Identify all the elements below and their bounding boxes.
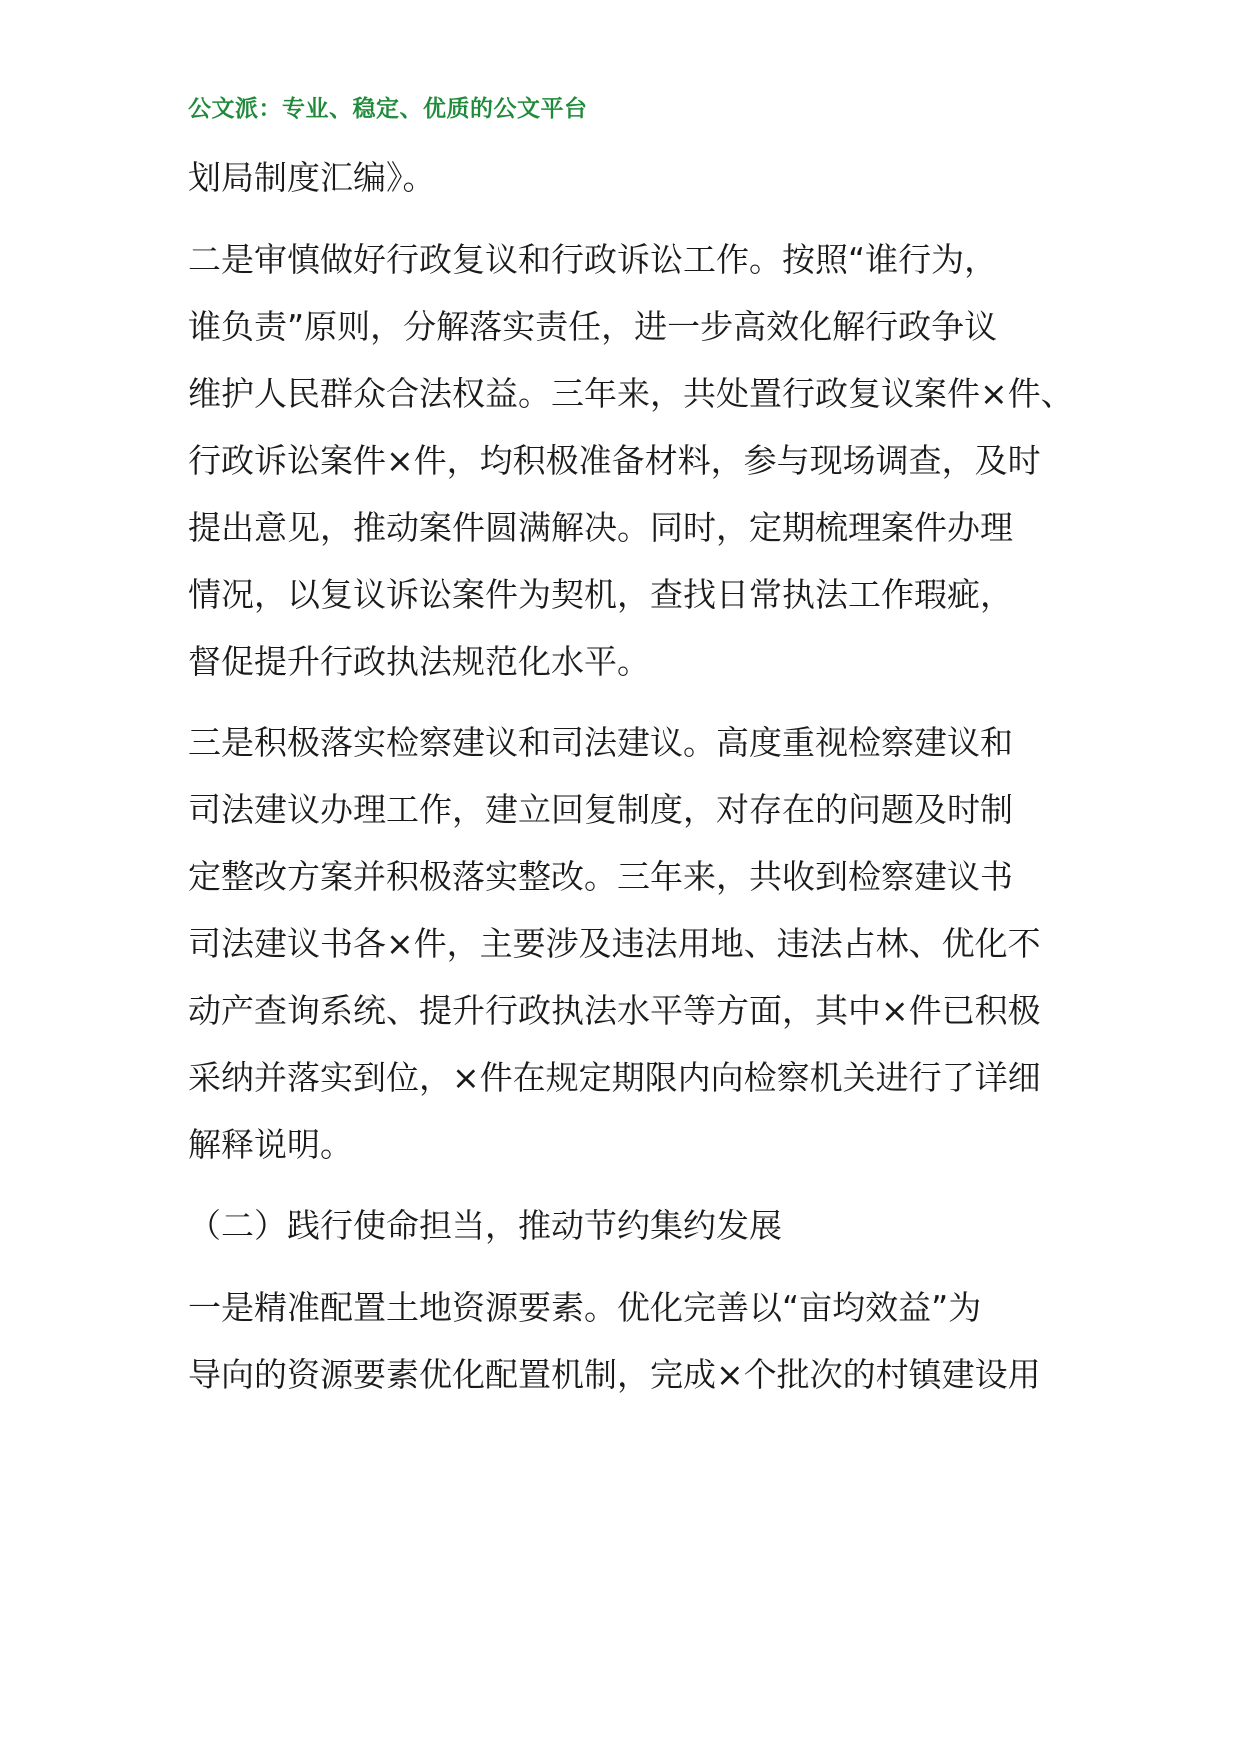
text-line: 司法建议办理工作，建立回复制度，对存在的问题及时制 bbox=[188, 790, 1013, 829]
text-line: 行政诉讼案件×件，均积极准备材料，参与现场调查，及时 bbox=[188, 441, 1041, 480]
text-line: 导向的资源要素优化配置机制，完成×个批次的村镇建设用 bbox=[188, 1355, 1041, 1394]
text-line: 谁负责”原则，分解落实责任，进一步高效化解行政争议 bbox=[188, 307, 998, 346]
text-line: 三是积极落实检察建议和司法建议。高度重视检察建议和 bbox=[188, 723, 1013, 762]
text-line: 督促提升行政执法规范化水平。 bbox=[188, 642, 650, 681]
text-line: 划局制度汇编》。 bbox=[188, 158, 436, 197]
text-line: 采纳并落实到位，×件在规定期限内向检察机关进行了详细 bbox=[188, 1058, 1041, 1097]
text-line: 司法建议书各×件，主要涉及违法用地、违法占林、优化不 bbox=[188, 924, 1041, 963]
text-line: 情况，以复议诉讼案件为契机，查找日常执法工作瑕疵， bbox=[188, 575, 1013, 614]
page-header: 公文派：专业、稳定、优质的公文平台 bbox=[188, 96, 588, 122]
text-line: 二是审慎做好行政复议和行政诉讼工作。按照“谁行为， bbox=[188, 240, 998, 279]
text-line: 提出意见，推动案件圆满解决。同时，定期梳理案件办理 bbox=[188, 508, 1013, 547]
section-heading: （二）践行使命担当，推动节约集约发展 bbox=[188, 1206, 782, 1245]
text-line: 解释说明。 bbox=[188, 1125, 353, 1164]
text-line: 维护人民群众合法权益。三年来，共处置行政复议案件×件、 bbox=[188, 374, 1074, 413]
text-line: 动产查询系统、提升行政执法水平等方面，其中×件已积极 bbox=[188, 991, 1041, 1030]
text-line: 定整改方案并积极落实整改。三年来，共收到检察建议书 bbox=[188, 857, 1013, 896]
text-line: 一是精准配置土地资源要素。优化完善以“亩均效益”为 bbox=[188, 1288, 982, 1327]
